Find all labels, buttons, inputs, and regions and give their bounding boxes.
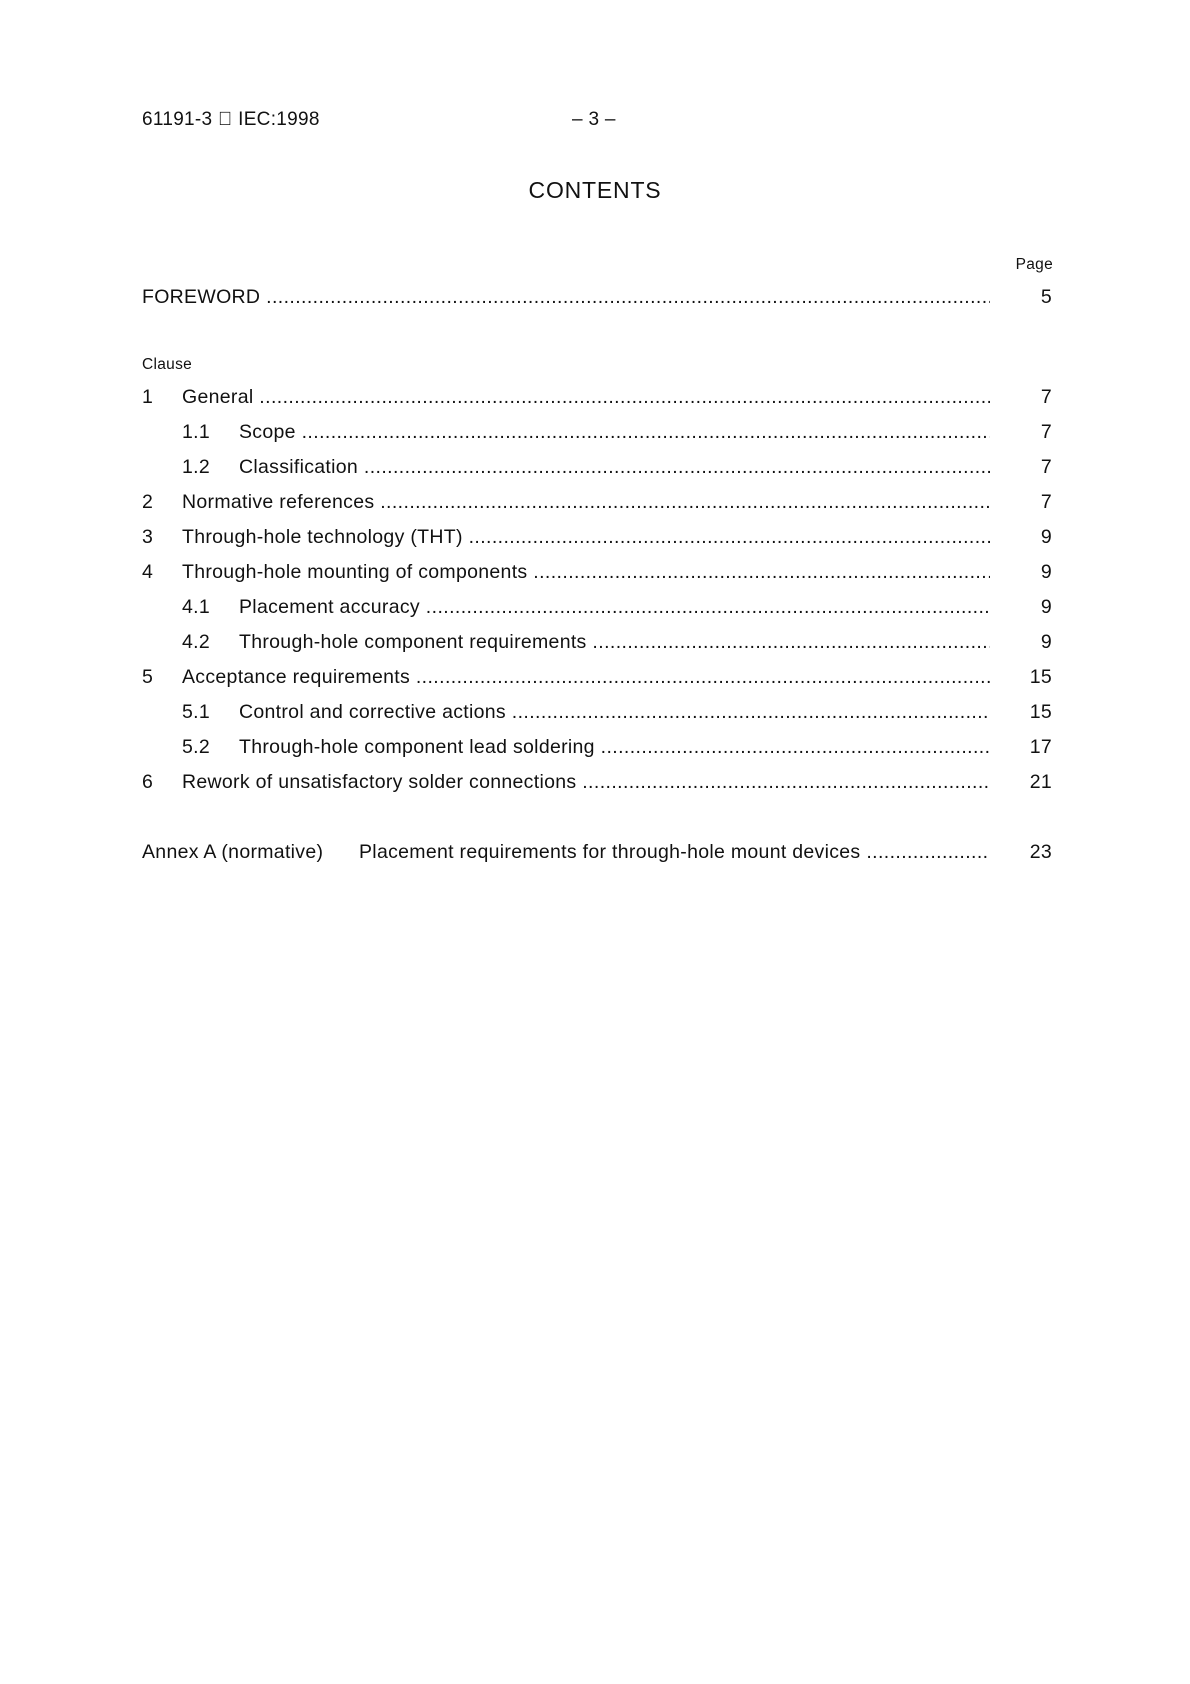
toc-entry-number: 4.2: [182, 631, 211, 653]
toc-entry-number: 2: [142, 491, 154, 513]
toc-entry-number: 3: [142, 526, 154, 548]
page-number: – 3 –: [572, 109, 616, 130]
toc-entry-page: 7: [1040, 421, 1052, 443]
toc-entry-page: 23: [1029, 841, 1052, 863]
toc-entry-2[interactable]: [142, 487, 1052, 517]
toc-entry-annex-a[interactable]: [142, 837, 1052, 867]
toc-entry-5[interactable]: [142, 662, 1052, 692]
toc-entry-page: 9: [1040, 631, 1052, 653]
contents-title: CONTENTS: [528, 177, 662, 203]
toc-entry-page: 15: [1029, 701, 1052, 723]
toc-entry-title: Normative references .....: [182, 487, 990, 517]
toc-entry-page: 5: [1040, 286, 1052, 308]
toc-entry-title: General .....: [182, 382, 990, 412]
toc-entry-number: 1.2: [182, 456, 211, 478]
toc-entry-title: Placement requirements for through-hole mount devices .....: [359, 837, 990, 867]
page-header: [142, 109, 1052, 135]
document-reference: 61191-3 IEC:1998: [142, 109, 300, 130]
toc-entry-number: 5.1: [182, 701, 211, 723]
toc-entry-title: Through-hole technology (THT) .....: [182, 522, 990, 552]
toc-entry-1-1[interactable]: [142, 417, 1052, 447]
toc-entry-page: 9: [1040, 561, 1052, 583]
toc-entry-number: 5.2: [182, 736, 211, 758]
toc-entry-number: 4: [142, 561, 154, 583]
toc-entry-page: 21: [1029, 771, 1052, 793]
toc-entry-page: 17: [1029, 736, 1052, 758]
toc-entry-page: 15: [1029, 666, 1052, 688]
toc-entry-title: Rework of unsatisfactory solder connections .....: [182, 767, 990, 797]
toc-entry-number: 5: [142, 666, 154, 688]
toc-entry-number: 4.1: [182, 596, 211, 618]
page-column-label: Page: [1015, 256, 1053, 273]
toc-entry-title: Through-hole component requirements .....: [239, 627, 990, 657]
toc-entry-page: 7: [1040, 491, 1052, 513]
toc-entry-page: 7: [1040, 386, 1052, 408]
toc-entry-page: 9: [1040, 596, 1052, 618]
toc-entry-number: 6: [142, 771, 154, 793]
toc-entry-title: Classification .....: [239, 452, 990, 482]
toc-entry-4-1[interactable]: [142, 592, 1052, 622]
toc-entry-foreword[interactable]: [142, 282, 1052, 312]
toc-entry-5-2[interactable]: [142, 732, 1052, 762]
toc-entry-title: Scope .....: [239, 417, 990, 447]
toc-entry-title: Placement accuracy .....: [239, 592, 990, 622]
toc-entry-page: 7: [1040, 456, 1052, 478]
toc-entry-title: Through-hole component lead soldering .....: [239, 732, 990, 762]
toc-entry-3[interactable]: [142, 522, 1052, 552]
toc-entry-5-1[interactable]: [142, 697, 1052, 727]
toc-entry-6[interactable]: [142, 767, 1052, 797]
toc-entry-4-2[interactable]: [142, 627, 1052, 657]
toc-entry-page: 9: [1040, 526, 1052, 548]
toc-entry-title: Control and corrective actions .....: [239, 697, 990, 727]
toc-entry-title: Through-hole mounting of components .....: [182, 557, 990, 587]
toc-entry-number: 1.1: [182, 421, 211, 443]
toc-entry-number: 1: [142, 386, 154, 408]
clause-label: Clause: [142, 356, 193, 373]
toc-entry-1[interactable]: [142, 382, 1052, 412]
toc-entry-title: Acceptance requirements .....: [182, 662, 990, 692]
toc-entry-4[interactable]: [142, 557, 1052, 587]
toc-entry-1-2[interactable]: [142, 452, 1052, 482]
annex-label: Annex A (normative): [142, 841, 324, 863]
toc-entry-title: FOREWORD .....: [142, 282, 990, 312]
